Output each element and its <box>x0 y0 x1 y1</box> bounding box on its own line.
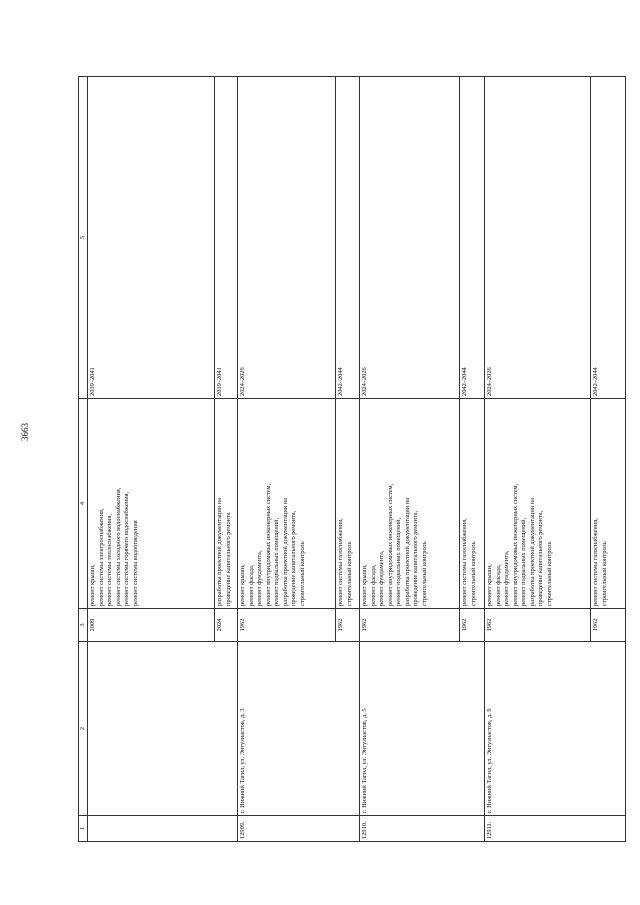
build-year: 2009 <box>88 609 215 642</box>
works-list: ремонт системы газоснабжения, строительный контроль <box>460 399 485 609</box>
build-year: 2024 <box>215 609 238 642</box>
repair-period: 2039–2041 <box>88 77 215 399</box>
works-list: ремонт системы газоснабжения, строительный контроль <box>336 399 360 609</box>
column-header-1: 1 <box>79 816 88 842</box>
column-header-5: 5 <box>79 77 88 399</box>
repair-period: 2024–2026 <box>238 77 336 399</box>
row-number: 12910. <box>360 816 485 842</box>
table-row <box>485 77 591 842</box>
repair-period: 2024–2026 <box>360 77 460 399</box>
row-address: г. Нижний Тагил, ул. Энтузиастов, д. 5 <box>360 642 485 816</box>
row-number: 12911. <box>485 816 626 842</box>
build-year: 1962 <box>238 609 336 642</box>
works-list: ремонт системы газоснабжения, строительный контроль <box>591 399 626 609</box>
works-list: ремонт крыши, ремонт системы электроснабжения, ремонт системы теплоснабжения, ремонт системы холодного водоснабжения, ремонт системы горячего водоснабжения, ремонт системы водоотведения <box>88 399 215 609</box>
build-year: 1962 <box>485 609 591 642</box>
table-row <box>238 77 336 842</box>
rotated-table-wrapper <box>78 77 608 842</box>
column-header-4: 4 <box>79 399 88 609</box>
works-list: ремонт крыши, ремонт фасада, ремонт фундамента, ремонт внутридомовых инженерных систем, ремонт подвальных помещений, разработка проектной документации на проведение капитального ремонта, строительный контроль <box>238 399 336 609</box>
page-number: 3663 <box>20 423 30 441</box>
works-list: ремонт крыши, ремонт фасада, ремонт фундамента, ремонт внутридомовых инженерных систем, ремонт подвальных помещений, разработка проектной документации на проведение капитального ремонта, строительный контроль <box>360 399 460 609</box>
column-header-3: 3 <box>79 609 88 642</box>
works-list: разработка проектной документации на проведение капитального ремонта <box>215 399 238 609</box>
table-row <box>88 77 215 842</box>
repair-period: 2042–2044 <box>336 77 360 399</box>
row-address <box>88 642 238 816</box>
row-number <box>88 816 238 842</box>
column-header-2: 2 <box>79 642 88 816</box>
row-address: г. Нижний Тагил, ул. Энтузиастов, д. 9 <box>485 642 626 816</box>
column-header-row <box>79 77 88 842</box>
repair-period: 2024–2026 <box>485 77 591 399</box>
repair-period: 2039–2041 <box>215 77 238 399</box>
row-address: г. Нижний Тагил, ул. Энтузиастов, д. 3 <box>238 642 360 816</box>
build-year: 1962 <box>460 609 485 642</box>
works-list: ремонт крыши, ремонт фасада, ремонт фундамента, ремонт внутридомовых инженерных систем, ремонт подвальных помещений, разработка проектной документации на проведение капитального ремонта, строительный контроль <box>485 399 591 609</box>
row-number: 12909. <box>238 816 360 842</box>
build-year: 1962 <box>336 609 360 642</box>
table-row <box>360 77 460 842</box>
repair-schedule-table <box>78 76 626 842</box>
build-year: 1962 <box>360 609 460 642</box>
repair-period: 2042–2044 <box>460 77 485 399</box>
build-year: 1962 <box>591 609 626 642</box>
repair-period: 2042–2044 <box>591 77 626 399</box>
